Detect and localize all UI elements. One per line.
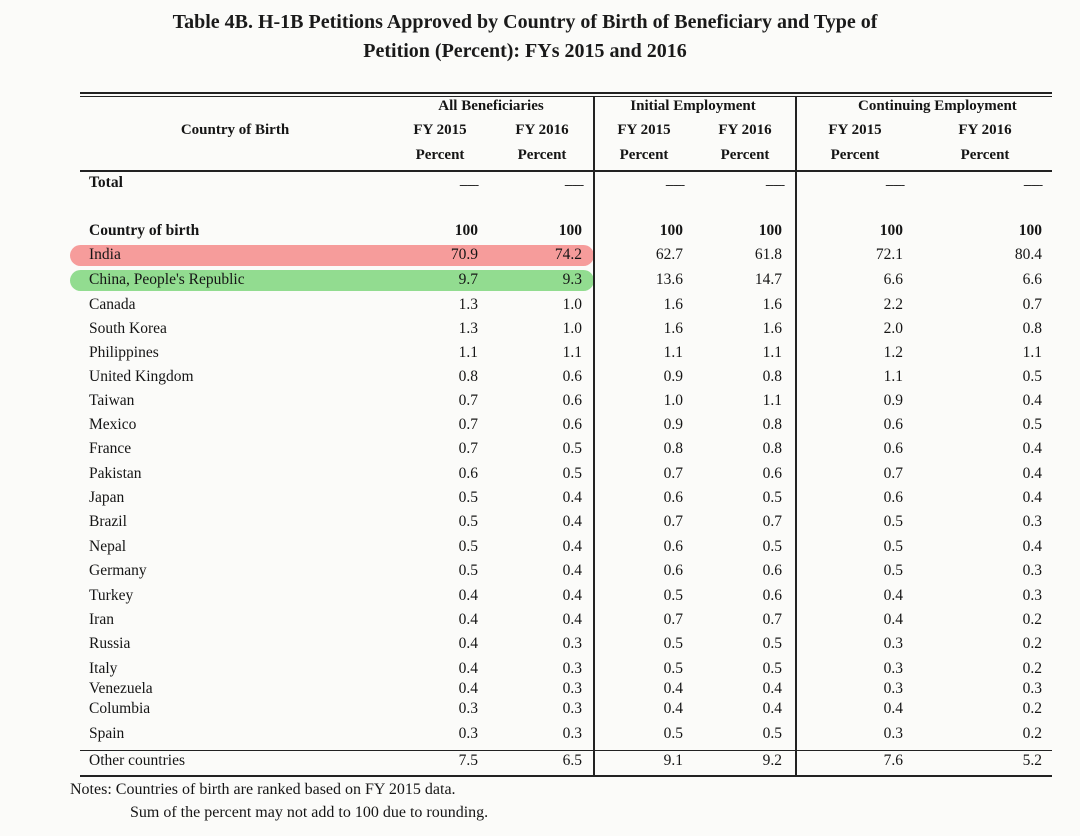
- value-cell: 0.4: [762, 680, 782, 697]
- value-cell: 0.3: [883, 680, 903, 697]
- value-cell: 0.6: [562, 392, 582, 409]
- value-cell: 6.6: [1022, 271, 1042, 288]
- value-cell: 0.5: [762, 489, 782, 506]
- notes-line-2: Sum of the percent may not add to 100 due to rounding.: [130, 804, 489, 821]
- percent-header: Percent: [517, 147, 567, 163]
- value-cell: 0.3: [562, 700, 582, 717]
- percent-header: Percent: [960, 147, 1010, 163]
- value-cell: 0.2: [1022, 611, 1042, 628]
- value-cell: 0.5: [458, 489, 478, 506]
- country-name: Germany: [89, 562, 147, 579]
- country-name: Iran: [89, 611, 114, 628]
- fy2015-header: FY 2015: [617, 122, 671, 138]
- value-cell: 7.5: [458, 752, 478, 769]
- value-cell: 0.6: [762, 465, 782, 482]
- value-cell: 0.3: [562, 680, 582, 697]
- country-name: Mexico: [89, 416, 137, 433]
- country-of-birth-header: Country of Birth: [180, 122, 290, 138]
- value-cell: 0.6: [663, 489, 683, 506]
- value-cell: 0.4: [883, 700, 903, 717]
- value-cell: 0.5: [562, 440, 582, 457]
- value-cell: 0.5: [663, 660, 683, 677]
- value-cell: 0.4: [458, 660, 478, 677]
- value-cell: 0.4: [1022, 465, 1042, 482]
- value-cell: 0.5: [458, 538, 478, 555]
- value-cell: 6.5: [562, 752, 582, 769]
- value-cell: 13.6: [655, 271, 683, 288]
- divider-initial-continuing: [795, 96, 797, 776]
- value-cell: 0.4: [562, 538, 582, 555]
- value-cell: 0.3: [562, 725, 582, 742]
- value-cell: 0.8: [762, 368, 782, 385]
- value-cell: 1.1: [1022, 344, 1042, 361]
- value-cell: 0.6: [663, 538, 683, 555]
- value-cell: 5.2: [1022, 752, 1042, 769]
- value-cell: 0.4: [562, 489, 582, 506]
- percent-header: Percent: [415, 147, 465, 163]
- fy2016-header: FY 2016: [718, 122, 772, 138]
- group-header-continuing: Continuing Employment: [858, 98, 1017, 114]
- value-cell: 0.6: [458, 465, 478, 482]
- value-cell: 0.5: [883, 538, 903, 555]
- country-name: Columbia: [89, 700, 151, 717]
- value-cell: 0.8: [458, 368, 478, 385]
- fy2015-header: FY 2015: [413, 122, 467, 138]
- value-cell: 1.1: [663, 344, 683, 361]
- group-header-all: All Beneficiaries: [438, 98, 544, 114]
- total-label: Total: [89, 174, 123, 191]
- value-cell: 0.7: [762, 611, 782, 628]
- value-cell: 0.4: [1022, 440, 1042, 457]
- value-cell: 100: [758, 222, 782, 239]
- total-dashes: -------: [564, 179, 583, 191]
- value-cell: 100: [1018, 222, 1042, 239]
- value-cell: 1.3: [458, 296, 478, 313]
- value-cell: 0.4: [562, 562, 582, 579]
- value-cell: 0.3: [562, 635, 582, 652]
- value-cell: 0.4: [458, 680, 478, 697]
- value-cell: 100: [659, 222, 683, 239]
- value-cell: 0.8: [762, 440, 782, 457]
- value-cell: 80.4: [1014, 246, 1042, 263]
- country-name: France: [89, 440, 132, 457]
- value-cell: 0.5: [762, 538, 782, 555]
- value-cell: 1.1: [458, 344, 478, 361]
- value-cell: 0.5: [762, 635, 782, 652]
- value-cell: 0.8: [1022, 320, 1042, 337]
- value-cell: 2.0: [883, 320, 903, 337]
- value-cell: 0.4: [663, 700, 683, 717]
- value-cell: 1.1: [883, 368, 903, 385]
- value-cell: 70.9: [450, 246, 478, 263]
- total-dashes: -------: [665, 179, 684, 191]
- value-cell: 0.3: [1022, 513, 1042, 530]
- value-cell: 0.2: [1022, 725, 1042, 742]
- value-cell: 0.2: [1022, 635, 1042, 652]
- country-name: Canada: [89, 296, 136, 313]
- percent-header: Percent: [720, 147, 770, 163]
- value-cell: 0.3: [1022, 562, 1042, 579]
- value-cell: 0.3: [458, 700, 478, 717]
- title-line-2: Petition (Percent): FYs 2015 and 2016: [363, 40, 687, 62]
- value-cell: 100: [879, 222, 903, 239]
- value-cell: 0.4: [1022, 489, 1042, 506]
- value-cell: 1.1: [562, 344, 582, 361]
- group-header-initial: Initial Employment: [630, 98, 756, 114]
- table-title: [0, 8, 1050, 66]
- value-cell: 9.3: [562, 271, 582, 288]
- value-cell: 0.5: [883, 562, 903, 579]
- country-name: Nepal: [89, 538, 127, 555]
- value-cell: 7.6: [883, 752, 903, 769]
- value-cell: 0.5: [1022, 368, 1042, 385]
- value-cell: 0.4: [562, 513, 582, 530]
- value-cell: 0.2: [1022, 700, 1042, 717]
- top-double-rule-2: [80, 96, 1052, 97]
- bottom-rule: [80, 775, 1052, 777]
- value-cell: 0.5: [762, 660, 782, 677]
- value-cell: 72.1: [875, 246, 903, 263]
- country-name: Italy: [89, 660, 118, 677]
- value-cell: 0.7: [663, 611, 683, 628]
- value-cell: 0.5: [458, 562, 478, 579]
- country-name: Other countries: [89, 752, 185, 769]
- value-cell: 0.3: [883, 725, 903, 742]
- value-cell: 0.2: [1022, 660, 1042, 677]
- value-cell: 0.4: [562, 611, 582, 628]
- other-countries-rule: [80, 750, 1052, 751]
- value-cell: 0.5: [762, 725, 782, 742]
- value-cell: 1.6: [663, 320, 683, 337]
- value-cell: 0.4: [458, 587, 478, 604]
- value-cell: 0.4: [562, 587, 582, 604]
- value-cell: 0.4: [1022, 538, 1042, 555]
- total-dashes: -------: [885, 179, 904, 191]
- country-name: Spain: [89, 725, 125, 742]
- value-cell: 0.8: [762, 416, 782, 433]
- value-cell: 1.6: [663, 296, 683, 313]
- total-dashes: -------: [1023, 179, 1042, 191]
- value-cell: 1.6: [762, 320, 782, 337]
- value-cell: 0.6: [883, 416, 903, 433]
- value-cell: 0.5: [458, 513, 478, 530]
- value-cell: 0.4: [458, 611, 478, 628]
- country-name: Pakistan: [89, 465, 142, 482]
- value-cell: 1.0: [562, 320, 582, 337]
- percent-header: Percent: [830, 147, 880, 163]
- country-name: United Kingdom: [89, 368, 194, 385]
- value-cell: 0.3: [883, 635, 903, 652]
- value-cell: 0.6: [883, 440, 903, 457]
- india-row-highlight: [70, 245, 594, 266]
- value-cell: 0.4: [663, 680, 683, 697]
- title-line-1: Table 4B. H-1B Petitions Approved by Country of Birth of Beneficiary and Type of: [172, 11, 878, 33]
- value-cell: 100: [454, 222, 478, 239]
- value-cell: 0.3: [1022, 587, 1042, 604]
- value-cell: 0.5: [663, 725, 683, 742]
- value-cell: 0.4: [458, 635, 478, 652]
- value-cell: 0.6: [762, 587, 782, 604]
- value-cell: 0.7: [458, 416, 478, 433]
- value-cell: 74.2: [554, 246, 582, 263]
- value-cell: 0.4: [883, 587, 903, 604]
- value-cell: 0.5: [883, 513, 903, 530]
- value-cell: 9.1: [663, 752, 683, 769]
- value-cell: 0.7: [883, 465, 903, 482]
- value-cell: 14.7: [754, 271, 782, 288]
- total-dashes: -------: [459, 179, 478, 191]
- value-cell: 0.4: [1022, 392, 1042, 409]
- value-cell: 0.8: [663, 440, 683, 457]
- value-cell: 0.7: [762, 513, 782, 530]
- value-cell: 0.3: [458, 725, 478, 742]
- value-cell: 1.3: [458, 320, 478, 337]
- value-cell: 0.9: [883, 392, 903, 409]
- fy2016-header: FY 2016: [515, 122, 569, 138]
- value-cell: 9.2: [762, 752, 782, 769]
- value-cell: 0.6: [883, 489, 903, 506]
- country-name: Brazil: [89, 513, 127, 530]
- value-cell: 0.5: [663, 635, 683, 652]
- value-cell: 0.7: [458, 392, 478, 409]
- divider-all-initial: [593, 96, 595, 776]
- country-name: Taiwan: [89, 392, 135, 409]
- country-name: South Korea: [89, 320, 167, 337]
- value-cell: 0.7: [663, 513, 683, 530]
- value-cell: 1.6: [762, 296, 782, 313]
- header-bottom-rule: [80, 170, 1052, 172]
- value-cell: 1.2: [883, 344, 903, 361]
- value-cell: 0.6: [562, 416, 582, 433]
- total-dashes: -------: [765, 179, 784, 191]
- fy2016-header: FY 2016: [958, 122, 1012, 138]
- fy2015-header: FY 2015: [828, 122, 882, 138]
- value-cell: 1.0: [562, 296, 582, 313]
- country-name: China, People's Republic: [89, 271, 245, 288]
- country-name: Japan: [89, 489, 125, 506]
- value-cell: 0.5: [1022, 416, 1042, 433]
- value-cell: 6.6: [883, 271, 903, 288]
- value-cell: 1.1: [762, 344, 782, 361]
- value-cell: 0.3: [562, 660, 582, 677]
- value-cell: 100: [558, 222, 582, 239]
- value-cell: 1.0: [663, 392, 683, 409]
- country-name: Country of birth: [89, 222, 200, 239]
- value-cell: 0.6: [663, 562, 683, 579]
- country-name: Philippines: [89, 344, 159, 361]
- value-cell: 0.6: [762, 562, 782, 579]
- value-cell: 1.1: [762, 392, 782, 409]
- value-cell: 61.8: [754, 246, 782, 263]
- value-cell: 0.3: [1022, 680, 1042, 697]
- top-double-rule-1: [80, 92, 1052, 94]
- value-cell: 0.4: [883, 611, 903, 628]
- value-cell: 62.7: [655, 246, 683, 263]
- value-cell: 2.2: [883, 296, 903, 313]
- value-cell: 0.6: [562, 368, 582, 385]
- value-cell: 0.7: [663, 465, 683, 482]
- country-name: India: [89, 246, 121, 263]
- country-name: Venezuela: [89, 680, 153, 697]
- value-cell: 0.4: [762, 700, 782, 717]
- value-cell: 0.3: [883, 660, 903, 677]
- country-name: Turkey: [89, 587, 134, 604]
- value-cell: 0.9: [663, 368, 683, 385]
- value-cell: 0.7: [458, 440, 478, 457]
- country-name: Russia: [89, 635, 131, 652]
- notes-line-1: Notes: Countries of birth are ranked based on FY 2015 data.: [70, 781, 456, 798]
- value-cell: 9.7: [458, 271, 478, 288]
- percent-header: Percent: [619, 147, 669, 163]
- value-cell: 0.9: [663, 416, 683, 433]
- value-cell: 0.5: [663, 587, 683, 604]
- value-cell: 0.7: [1022, 296, 1042, 313]
- value-cell: 0.5: [562, 465, 582, 482]
